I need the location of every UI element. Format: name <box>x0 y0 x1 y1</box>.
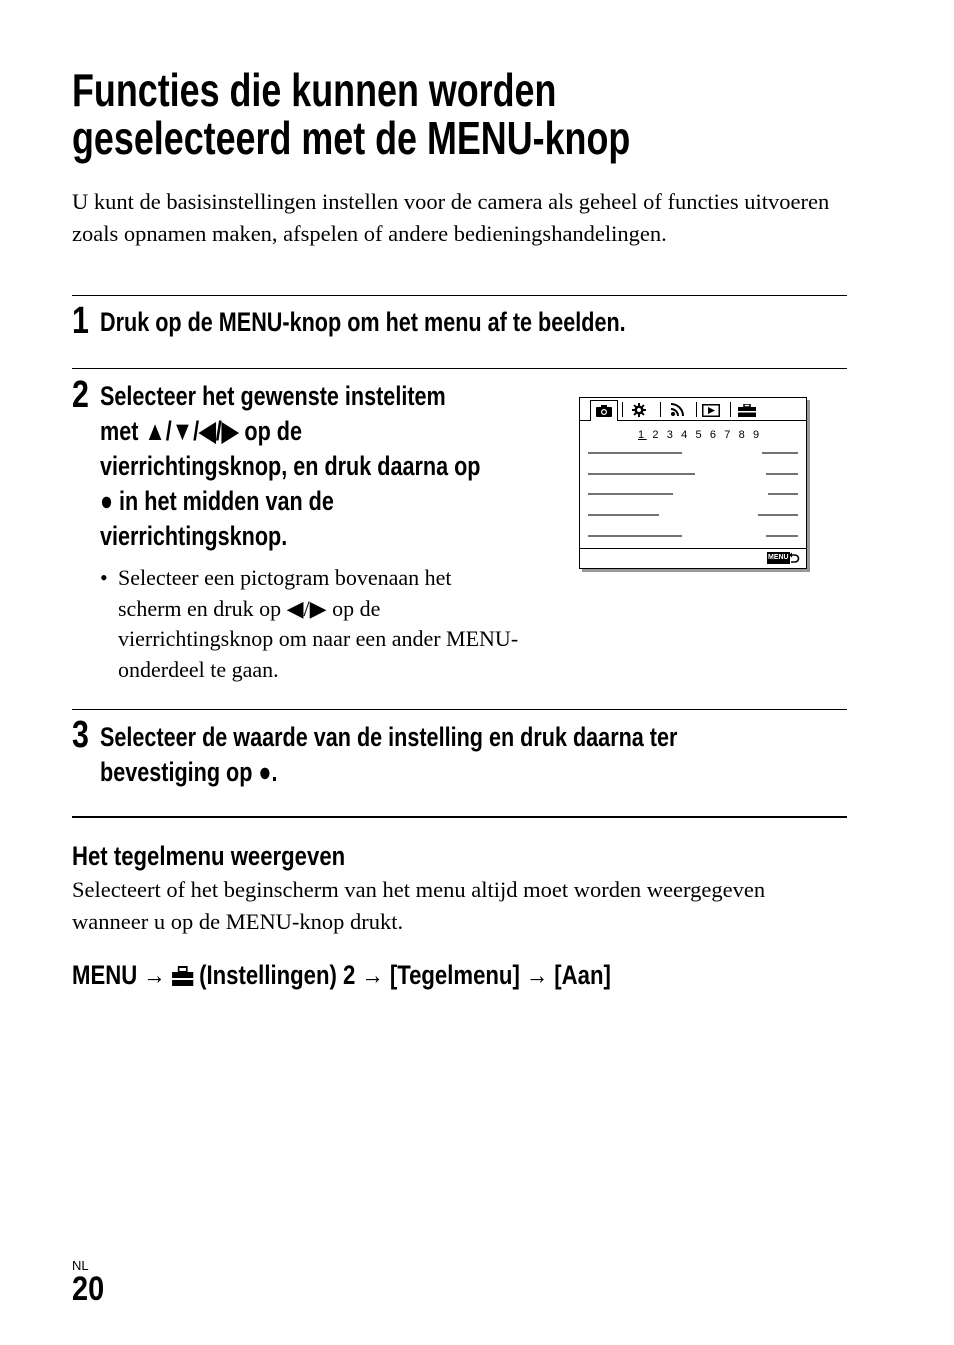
tab-separator <box>696 402 697 417</box>
step-1-number: 1 <box>72 300 89 342</box>
menu-value-placeholder <box>768 493 798 495</box>
menu-row-placeholder <box>588 473 695 475</box>
menu-value-placeholder <box>766 535 798 537</box>
menu-tab-bar <box>580 398 806 421</box>
menu-button-icon: MENU <box>767 552 790 564</box>
menu-value-placeholder <box>762 452 798 454</box>
step-1-line: Druk op de MENU-knop om het menu af te beelden. <box>100 307 626 337</box>
section-heading <box>72 840 405 872</box>
arrow-icon: → <box>361 960 384 990</box>
section-divider <box>72 816 847 818</box>
step-3-text <box>100 720 822 790</box>
step-1-text <box>100 305 757 340</box>
step-2-line: vierrichtingsknop. <box>100 521 288 551</box>
menu-row-placeholder <box>588 493 673 495</box>
page-number: 20 <box>72 1270 105 1308</box>
divider <box>72 368 847 369</box>
menu-path <box>72 958 729 994</box>
step-2-line: met ▲/▼/◀/▶ op de <box>100 416 302 446</box>
menu-value-placeholder <box>758 514 798 516</box>
wireless-icon <box>664 401 690 419</box>
toolbox-icon <box>172 960 193 994</box>
menu-path-value: [Aan] <box>554 960 611 990</box>
step-2-line: vierrichtingsknop, en druk daarna op <box>100 451 481 481</box>
page-title-line-2: geselecteerd met de MENU-knop <box>72 112 631 164</box>
step-2-number: 2 <box>72 374 89 416</box>
arrow-icon: → <box>143 960 166 990</box>
toolbox-icon <box>734 401 760 419</box>
step-3-number: 3 <box>72 714 89 756</box>
return-icon <box>788 551 800 569</box>
section-heading-text: Het tegelmenu weergeven <box>72 841 346 871</box>
page-language: NL <box>72 1258 89 1273</box>
menu-row-placeholder <box>588 452 682 454</box>
tab-separator <box>730 402 731 417</box>
arrow-icon: → <box>525 960 549 990</box>
menu-row-placeholder <box>588 535 682 537</box>
step-3-line: bevestiging op ●. <box>100 757 278 787</box>
play-icon <box>698 401 724 419</box>
divider <box>72 295 847 296</box>
intro-paragraph: U kunt de basisinstellingen instellen voor de camera als geheel of functies uitvoeren zoals opnamen maken, afspelen of andere bedieningshandelingen. <box>72 189 830 246</box>
step-2-bullet-text: Selecteer een pictogram bovenaan het scherm en druk op ◀/▶ op de vierrichtingsknop om naar een ander MENU-onderdeel te gaan. <box>118 565 519 682</box>
step-2-bullet <box>100 563 520 685</box>
page-title <box>72 66 788 162</box>
menu-row-placeholder <box>588 514 659 516</box>
section-body: Selecteert of het beginscherm van het menu altijd moet worden weergegeven wanneer u op de MENU-knop drukt. <box>72 877 766 934</box>
menu-page-numbers <box>638 429 762 441</box>
step-3-line: Selecteer de waarde van de instelling en druk daarna ter <box>100 722 678 752</box>
tab-separator <box>660 402 661 417</box>
menu-screen-footer <box>580 548 806 569</box>
menu-path-item: [Tegelmenu] <box>389 960 520 990</box>
camera-icon <box>590 400 618 421</box>
bullet-dot: • <box>100 565 108 590</box>
menu-screen-illustration <box>579 397 807 569</box>
page-title-line-1: Functies die kunnen worden <box>72 64 557 116</box>
step-2-line: ● in het midden van de <box>100 486 334 516</box>
menu-path-setup: (Instellingen) 2 <box>199 960 356 990</box>
other-page-numbers: 2 3 4 5 6 7 8 9 <box>652 429 762 441</box>
divider <box>72 709 847 710</box>
menu-value-placeholder <box>766 473 798 475</box>
step-2-text <box>100 379 576 554</box>
current-page-number: 1 <box>638 429 647 441</box>
menu-path-menu: MENU <box>72 960 138 990</box>
menu-path-line <box>72 958 611 994</box>
step-2-line: Selecteer het gewenste instelitem <box>100 381 446 411</box>
tab-separator <box>622 402 623 417</box>
gear-icon <box>626 401 652 419</box>
